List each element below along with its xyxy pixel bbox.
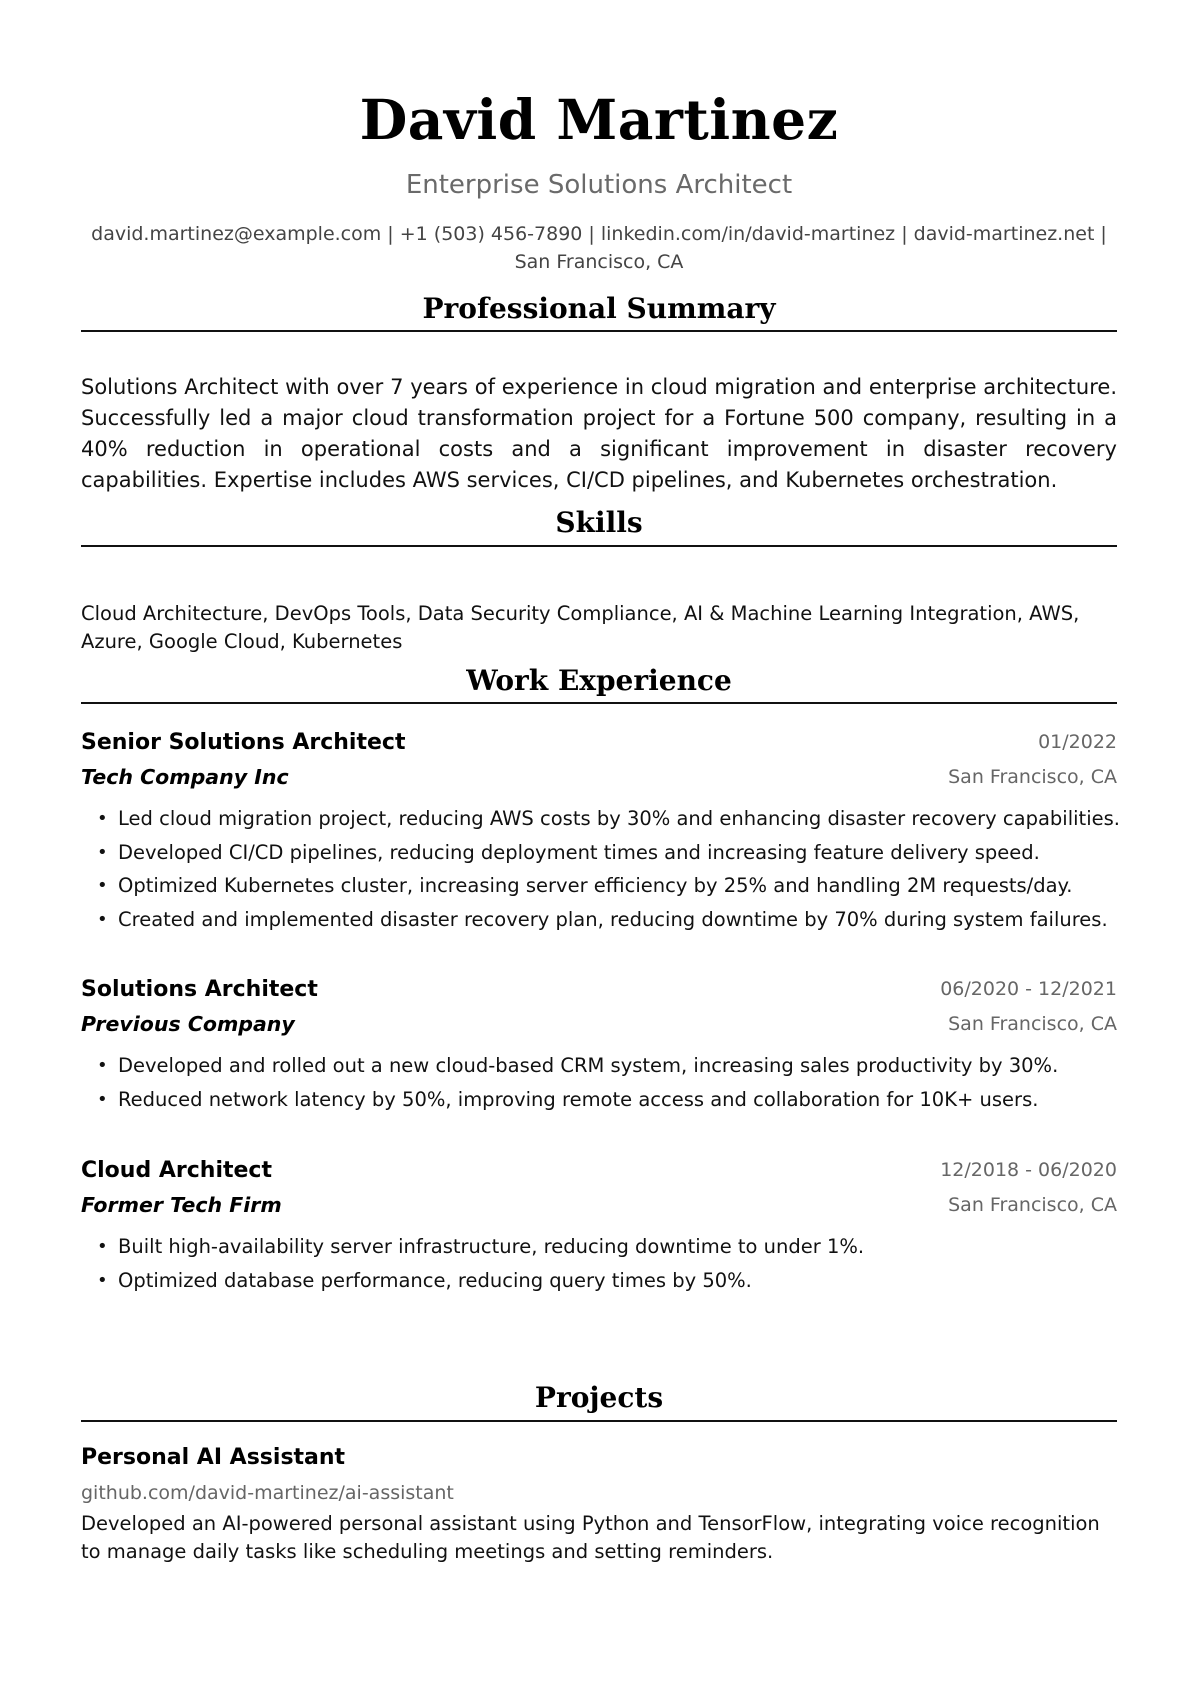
bullet-text: Created and implemented disaster recovery plan, reducing downtime by 70% during system failures. xyxy=(118,907,1108,931)
job-entry xyxy=(81,726,1120,936)
bullet-text: Reduced network latency by 50%, improving remote access and collaboration for 10K+ users. xyxy=(118,1087,1039,1111)
job-bullets xyxy=(81,1230,1117,1297)
job-dates: 01/2022 xyxy=(1038,731,1117,753)
candidate-name: David Martinez xyxy=(359,87,839,152)
job-entry xyxy=(81,973,1117,1116)
bullet-dot-icon: • xyxy=(97,841,108,863)
bullet-dot-icon: • xyxy=(97,808,108,829)
job-title: Cloud Architect xyxy=(81,1158,272,1183)
bullet-dot-icon: • xyxy=(97,1236,108,1257)
candidate-title: Enterprise Solutions Architect xyxy=(405,170,793,200)
summary-heading: Professional Summary xyxy=(422,292,776,325)
summary-text: Solutions Architect with over 7 years of experience in cloud migration and enterprise architecture. Successfully led a major cloud transformation project for a Fortune 500 company, resulting in a 40% reduction in operational costs and a significant improvement in disaster recovery capabilities. Expertise includes AWS services, CI/CD pipelines, and Kubernetes orchestration. xyxy=(81,375,1117,492)
bullet-dot-icon: • xyxy=(97,1055,108,1076)
job-company: Previous Company xyxy=(81,1012,295,1036)
summary-divider xyxy=(81,330,1117,332)
bullet-text: Optimized Kubernetes cluster, increasing server efficiency by 25% and handling 2M requests/day. xyxy=(118,874,1073,897)
job-entry xyxy=(81,1154,1117,1297)
bullet-item xyxy=(81,1049,1117,1083)
experience-divider xyxy=(81,702,1117,704)
bullet-item xyxy=(81,1083,1117,1117)
project-title: Personal AI Assistant xyxy=(81,1445,346,1470)
job-location: San Francisco, CA xyxy=(948,1194,1117,1216)
skills-heading: Skills xyxy=(555,506,643,539)
bullet-text: Developed CI/CD pipelines, reducing deployment times and increasing feature delivery speed. xyxy=(118,840,1040,864)
skills-text: Cloud Architecture, DevOps Tools, Data Security Compliance, AI & Machine Learning Integration, AWS, Azure, Google Cloud, Kubernetes xyxy=(81,602,1080,653)
job-bullets xyxy=(81,1049,1117,1116)
bullet-dot-icon: • xyxy=(97,875,108,896)
job-dates: 06/2020 - 12/2021 xyxy=(940,978,1117,1000)
bullet-item xyxy=(81,1264,1117,1298)
job-bullets xyxy=(81,802,1120,936)
bullet-item xyxy=(81,802,1120,836)
bullet-item xyxy=(81,1230,1117,1264)
bullet-text: Built high-availability server infrastructure, reducing downtime to under 1%. xyxy=(118,1235,865,1258)
projects-divider xyxy=(81,1420,1117,1422)
experience-heading: Work Experience xyxy=(466,664,732,697)
bullet-text: Led cloud migration project, reducing AWS costs by 30% and enhancing disaster recovery capabilities. xyxy=(118,807,1120,830)
bullet-dot-icon: • xyxy=(97,1088,108,1110)
project-description: Developed an AI-powered personal assistant using Python and TensorFlow, integrating voice recognition to manage daily tasks like scheduling meetings and setting reminders. xyxy=(81,1512,1100,1563)
bullet-text: Developed and rolled out a new cloud-based CRM system, increasing sales productivity by 30%. xyxy=(118,1054,1059,1077)
bullet-item xyxy=(81,869,1117,903)
job-company: Former Tech Firm xyxy=(81,1193,282,1217)
bullet-item xyxy=(81,903,1117,937)
skills-divider xyxy=(81,545,1117,547)
bullet-item xyxy=(81,836,1117,870)
job-title: Senior Solutions Architect xyxy=(81,730,406,755)
project-link[interactable]: github.com/david-martinez/ai-assistant xyxy=(81,1482,454,1504)
job-company: Tech Company Inc xyxy=(81,765,289,789)
bullet-dot-icon: • xyxy=(97,1269,108,1291)
projects-heading: Projects xyxy=(534,1381,664,1414)
job-location: San Francisco, CA xyxy=(948,766,1117,788)
contact-line: david.martinez@example.com | +1 (503) 456-7890 | linkedin.com/in/david-martinez | david-martinez.net | San Francisco, CA xyxy=(91,223,1107,273)
bullet-dot-icon: • xyxy=(97,908,108,930)
bullet-text: Optimized database performance, reducing query times by 50%. xyxy=(118,1268,752,1292)
job-title: Solutions Architect xyxy=(81,977,318,1002)
job-dates: 12/2018 - 06/2020 xyxy=(940,1159,1117,1181)
job-location: San Francisco, CA xyxy=(948,1013,1117,1035)
